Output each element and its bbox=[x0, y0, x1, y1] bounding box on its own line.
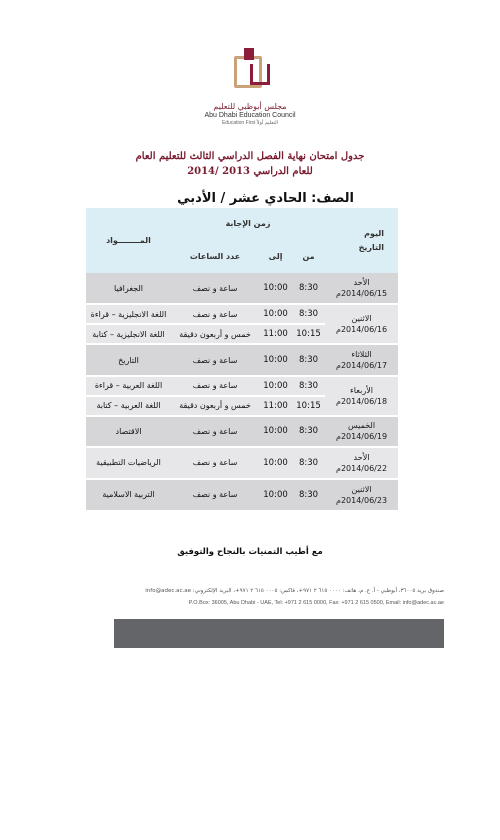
day-name: الأحد bbox=[353, 278, 370, 288]
exam-date: 2014/06/18م bbox=[335, 396, 388, 406]
exam-subject: التاريخ bbox=[86, 344, 171, 375]
logo-tagline: Education First التعليم أولاً bbox=[221, 120, 279, 126]
exam-subject: اللغة الانجليزية – كتابة bbox=[86, 324, 171, 344]
header-day: اليوم bbox=[364, 228, 385, 238]
logo-english-name: Abu Dhabi Education Council bbox=[204, 112, 296, 119]
exam-from: 8:30 bbox=[292, 273, 325, 304]
exam-duration: ساعة و نصف bbox=[171, 304, 259, 324]
table-row bbox=[86, 273, 398, 304]
footer-contact-english: P.O.Box: 36005, Abu Dhabi - UAE, Tel: +971 2 615 0000, Fax: +971 2 615 0500, Email: info@adec.ac.ae bbox=[188, 600, 444, 606]
exam-to: 10:00 bbox=[259, 304, 292, 324]
header-to: إلى bbox=[259, 239, 292, 273]
table-row bbox=[86, 416, 398, 447]
row-day-date bbox=[325, 304, 398, 344]
header-hours: عدد الساعات bbox=[171, 239, 259, 273]
exam-to: 10:00 bbox=[259, 376, 292, 396]
exam-date: 2014/06/23م bbox=[335, 495, 388, 505]
academic-year: للعام الدراسي 2013 /2014 bbox=[187, 166, 313, 177]
exam-to: 10:00 bbox=[259, 416, 292, 447]
exam-date: 2014/06/15م bbox=[335, 289, 388, 299]
day-name: الأربعاء bbox=[350, 385, 373, 395]
row-day-date bbox=[325, 344, 398, 375]
exam-from: 8:30 bbox=[292, 479, 325, 511]
exam-to: 10:00 bbox=[259, 344, 292, 375]
header-date: التاريخ bbox=[358, 242, 385, 252]
header-subject: المــــــــواد bbox=[86, 208, 171, 273]
row-day-date bbox=[325, 479, 398, 511]
exam-date: 2014/06/16م bbox=[335, 325, 388, 335]
exam-from: 10:15 bbox=[292, 324, 325, 344]
exam-to: 10:00 bbox=[259, 273, 292, 304]
day-name: الاثنين bbox=[351, 314, 372, 324]
row-day-date bbox=[325, 447, 398, 478]
adec-logo-icon bbox=[228, 46, 272, 90]
exam-date: 2014/06/19م bbox=[335, 432, 388, 442]
exam-subject: الجغرافيا bbox=[86, 273, 171, 304]
exam-from: 8:30 bbox=[292, 304, 325, 324]
exam-date: 2014/06/17م bbox=[335, 361, 388, 371]
exam-subject: الاقتصاد bbox=[86, 416, 171, 447]
day-name: الخميس bbox=[347, 421, 376, 431]
exam-duration: ساعة و نصف bbox=[171, 273, 259, 304]
exam-subject: اللغة العربية – كتابة bbox=[86, 396, 171, 416]
grade-heading: الصف: الحادي عشر / الأدبي bbox=[177, 191, 354, 206]
exam-to: 11:00 bbox=[259, 324, 292, 344]
exam-from: 8:30 bbox=[292, 376, 325, 396]
exam-duration: ساعة و نصف bbox=[171, 416, 259, 447]
exam-duration: خمس و أربعون دقيقة bbox=[171, 396, 259, 416]
footer-contact-arabic: صندوق بريد ٣٦٠٠٥، أبوظبي - أ. ع. م، هاتف: ٠٠٠٠ ٦١٥ ٢ ٩٧١+، فاكس: ٠٠٠٥ ٦١٥ ٢ ٩٧١+، البريد الإلكتروني: info@adec.ac.ae bbox=[145, 588, 444, 594]
table-row bbox=[86, 304, 398, 324]
table-row bbox=[86, 376, 398, 396]
exam-duration: ساعة و نصف bbox=[171, 344, 259, 375]
exam-duration: خمس و أربعون دقيقة bbox=[171, 324, 259, 344]
exam-date: 2014/06/22م bbox=[335, 463, 388, 473]
day-name: الاثنين bbox=[351, 484, 372, 494]
exam-schedule-table bbox=[86, 208, 398, 510]
exam-subject: اللغة الانجليزية – قراءة bbox=[86, 304, 171, 324]
exam-duration: ساعة و نصف bbox=[171, 376, 259, 396]
exam-duration: ساعة و نصف bbox=[171, 479, 259, 511]
logo-arabic-name: مجلس أبوظبي للتعليم bbox=[213, 102, 287, 111]
document-title: جدول امتحان نهاية الفصل الدراسي الثالث للتعليم العام bbox=[135, 151, 365, 162]
header-from: من bbox=[292, 239, 325, 273]
logo bbox=[0, 46, 500, 126]
exam-to: 10:00 bbox=[259, 447, 292, 478]
exam-subject: التربية الاسلامية bbox=[86, 479, 171, 511]
row-day-date bbox=[325, 416, 398, 447]
exam-from: 10:15 bbox=[292, 396, 325, 416]
exam-subject: الرياضيات التطبيقية bbox=[86, 447, 171, 478]
exam-to: 11:00 bbox=[259, 396, 292, 416]
exam-subject: اللغة العربية – قراءة bbox=[86, 376, 171, 396]
closing-wish: مع أطيب التمنيات بالنجاح والتوفيق bbox=[177, 547, 323, 557]
row-day-date bbox=[325, 376, 398, 416]
exam-from: 8:30 bbox=[292, 416, 325, 447]
row-day-date bbox=[325, 273, 398, 304]
exam-from: 8:30 bbox=[292, 447, 325, 478]
day-name: الأحد bbox=[353, 452, 370, 462]
header-answer-time: زمن الإجابة bbox=[171, 208, 325, 239]
header-day-date bbox=[325, 208, 398, 273]
table-row bbox=[86, 447, 398, 478]
exam-to: 10:00 bbox=[259, 479, 292, 511]
day-name: الثلاثاء bbox=[351, 350, 372, 360]
exam-duration: ساعة و نصف bbox=[171, 447, 259, 478]
exam-from: 8:30 bbox=[292, 344, 325, 375]
table-row bbox=[86, 344, 398, 375]
table-row bbox=[86, 479, 398, 511]
footer-bar bbox=[114, 619, 444, 648]
